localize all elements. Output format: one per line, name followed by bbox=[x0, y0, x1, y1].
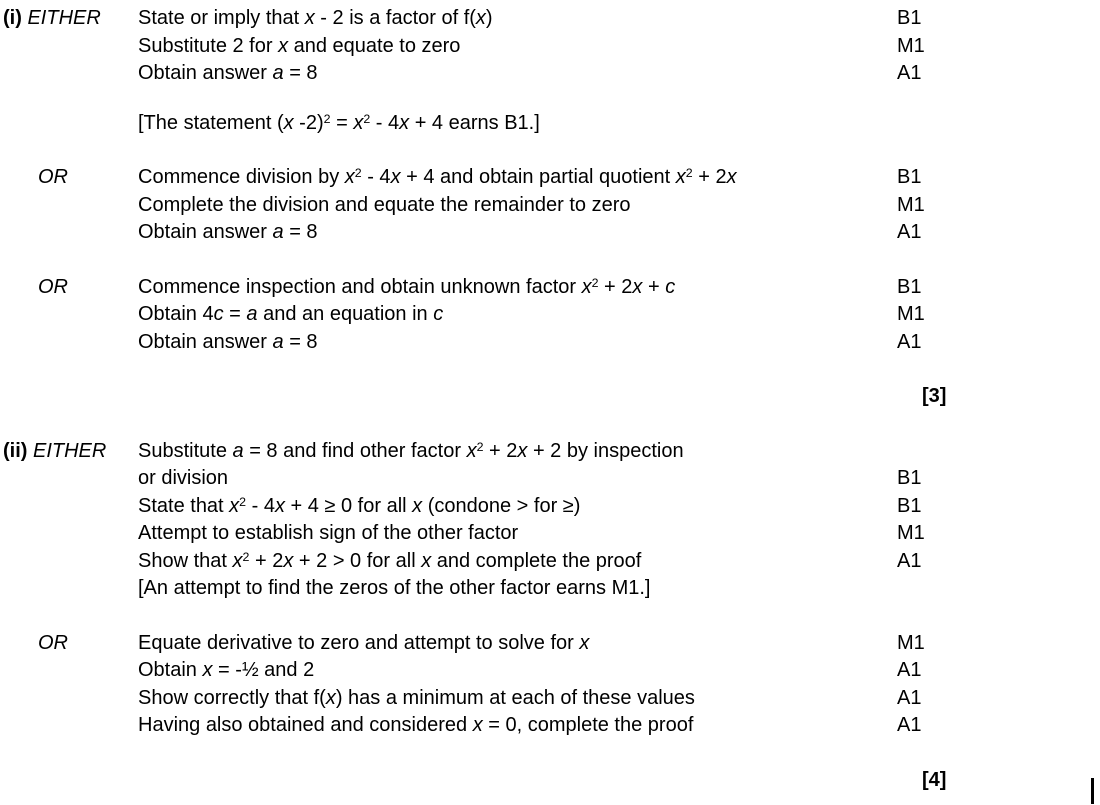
mark-code: A1 bbox=[897, 330, 922, 353]
criterion-row bbox=[0, 685, 1100, 713]
criterion-row bbox=[0, 657, 1100, 685]
label-cell bbox=[0, 548, 138, 576]
criterion-text: Obtain 4c = a and an equation in c bbox=[138, 303, 444, 325]
total-row bbox=[0, 383, 1100, 411]
mark-code: A1 bbox=[897, 686, 922, 709]
label-cell bbox=[0, 438, 138, 466]
mark-scheme-body bbox=[0, 5, 1100, 794]
scheme-block bbox=[0, 5, 1100, 137]
label-cell bbox=[0, 630, 138, 658]
criterion-row bbox=[0, 301, 1100, 329]
criterion-row bbox=[0, 329, 1100, 357]
criterion-row bbox=[0, 219, 1100, 247]
criterion-row bbox=[0, 493, 1100, 521]
criterion-row bbox=[0, 164, 1100, 192]
criterion-text: [An attempt to find the zeros of the other factor earns M1.] bbox=[138, 577, 651, 599]
criterion-text: Commence division by $x^2 - 4x + 4$ and obtain partial quotient $x^2 + 2x$ bbox=[138, 165, 737, 188]
criterion-text: State that $x^2 - 4x + 4 \ge 0$ for all x (condone > for ≥) bbox=[138, 494, 581, 517]
scheme-block bbox=[0, 438, 1100, 603]
criterion-text: State or imply that x - 2 is a factor of f(x) bbox=[138, 7, 493, 29]
criterion-row bbox=[0, 110, 1100, 138]
mark-code: B1 bbox=[897, 7, 922, 29]
label-cell bbox=[0, 164, 138, 192]
label-cell bbox=[0, 329, 138, 357]
criterion-text: Complete the division and equate the remainder to zero bbox=[138, 193, 631, 216]
label-cell bbox=[0, 301, 138, 329]
criterion-row bbox=[0, 712, 1100, 740]
criterion-row bbox=[0, 630, 1100, 658]
criterion-text: Having also obtained and considered x = 0, complete the proof bbox=[138, 714, 694, 736]
criterion-text: Attempt to establish sign of the other factor bbox=[138, 522, 519, 544]
text-caret bbox=[1091, 778, 1094, 804]
mark-code bbox=[895, 438, 1100, 466]
mark-code bbox=[895, 575, 1100, 603]
criterion-row bbox=[0, 520, 1100, 548]
total-marks: [4] bbox=[922, 768, 947, 791]
label-cell bbox=[0, 33, 138, 61]
alternative-label: OR bbox=[38, 631, 68, 654]
criterion-text: Equate derivative to zero and attempt to solve for x bbox=[138, 631, 590, 654]
mark-code: B1 bbox=[897, 467, 922, 489]
criterion-text: [The statement (x $-2)^2 = x^2 - 4x + 4$ earns B1.] bbox=[138, 111, 540, 134]
label-cell bbox=[0, 712, 138, 740]
part-label: (i) bbox=[3, 7, 22, 29]
alternative-label: EITHER bbox=[33, 439, 107, 462]
criterion-text: Show correctly that f(x) has a minimum at each of these values bbox=[138, 686, 695, 709]
mark-code: M1 bbox=[897, 34, 925, 57]
alternative-label: OR bbox=[38, 166, 68, 188]
criterion-text: Commence inspection and obtain unknown factor $x^2 + 2x + c$ bbox=[138, 275, 676, 298]
criterion-row bbox=[0, 575, 1100, 603]
part-label: (ii) bbox=[3, 439, 28, 462]
label-cell bbox=[0, 685, 138, 713]
mark-code: M1 bbox=[897, 193, 925, 216]
criterion-row bbox=[0, 60, 1100, 88]
mark-code: A1 bbox=[897, 62, 922, 84]
criterion-row bbox=[0, 5, 1100, 33]
label-cell bbox=[0, 465, 138, 493]
criterion-text: Substitute a = 8 and find other factor $x^2 + 2x + 2$ by inspection bbox=[138, 439, 684, 462]
label-cell bbox=[0, 657, 138, 685]
mark-code bbox=[895, 110, 1100, 138]
scheme-block bbox=[0, 274, 1100, 357]
criterion-row bbox=[0, 548, 1100, 576]
label-cell bbox=[0, 575, 138, 603]
mark-code: A1 bbox=[897, 714, 922, 736]
mark-code: A1 bbox=[897, 549, 922, 572]
mark-code: M1 bbox=[897, 303, 925, 325]
mark-scheme-page bbox=[0, 5, 1100, 805]
mark-code: A1 bbox=[897, 659, 922, 681]
label-cell bbox=[0, 110, 138, 138]
criterion-text: Substitute 2 for x and equate to zero bbox=[138, 34, 461, 57]
label-cell bbox=[0, 520, 138, 548]
scheme-block bbox=[0, 630, 1100, 740]
label-cell bbox=[0, 274, 138, 302]
label-cell bbox=[0, 192, 138, 220]
criterion-row bbox=[0, 465, 1100, 493]
alternative-label: OR bbox=[38, 275, 68, 298]
label-cell bbox=[0, 493, 138, 521]
label-cell bbox=[0, 219, 138, 247]
mark-code: M1 bbox=[897, 522, 925, 544]
criterion-text: Show that $x^2 + 2x + 2 > 0$ for all x and complete the proof bbox=[138, 549, 642, 572]
criterion-row bbox=[0, 274, 1100, 302]
mark-code: B1 bbox=[897, 494, 922, 517]
total-row bbox=[0, 767, 1100, 795]
alternative-label: EITHER bbox=[27, 7, 101, 29]
mark-code: M1 bbox=[897, 631, 925, 654]
criterion-text: or division bbox=[138, 467, 229, 489]
criterion-text: Obtain answer a = 8 bbox=[138, 330, 318, 353]
mark-code: B1 bbox=[897, 166, 922, 188]
total-marks: [3] bbox=[922, 385, 947, 407]
criterion-row bbox=[0, 33, 1100, 61]
mark-code: A1 bbox=[897, 221, 922, 243]
criterion-row bbox=[0, 438, 1100, 466]
criterion-text: Obtain answer a = 8 bbox=[138, 62, 318, 84]
criterion-row bbox=[0, 192, 1100, 220]
criterion-text: Obtain answer a = 8 bbox=[138, 221, 318, 243]
label-cell bbox=[0, 60, 138, 88]
label-cell bbox=[0, 5, 138, 33]
scheme-block bbox=[0, 164, 1100, 247]
mark-code: B1 bbox=[897, 275, 922, 298]
criterion-text: Obtain x = -½ and 2 bbox=[138, 659, 315, 681]
